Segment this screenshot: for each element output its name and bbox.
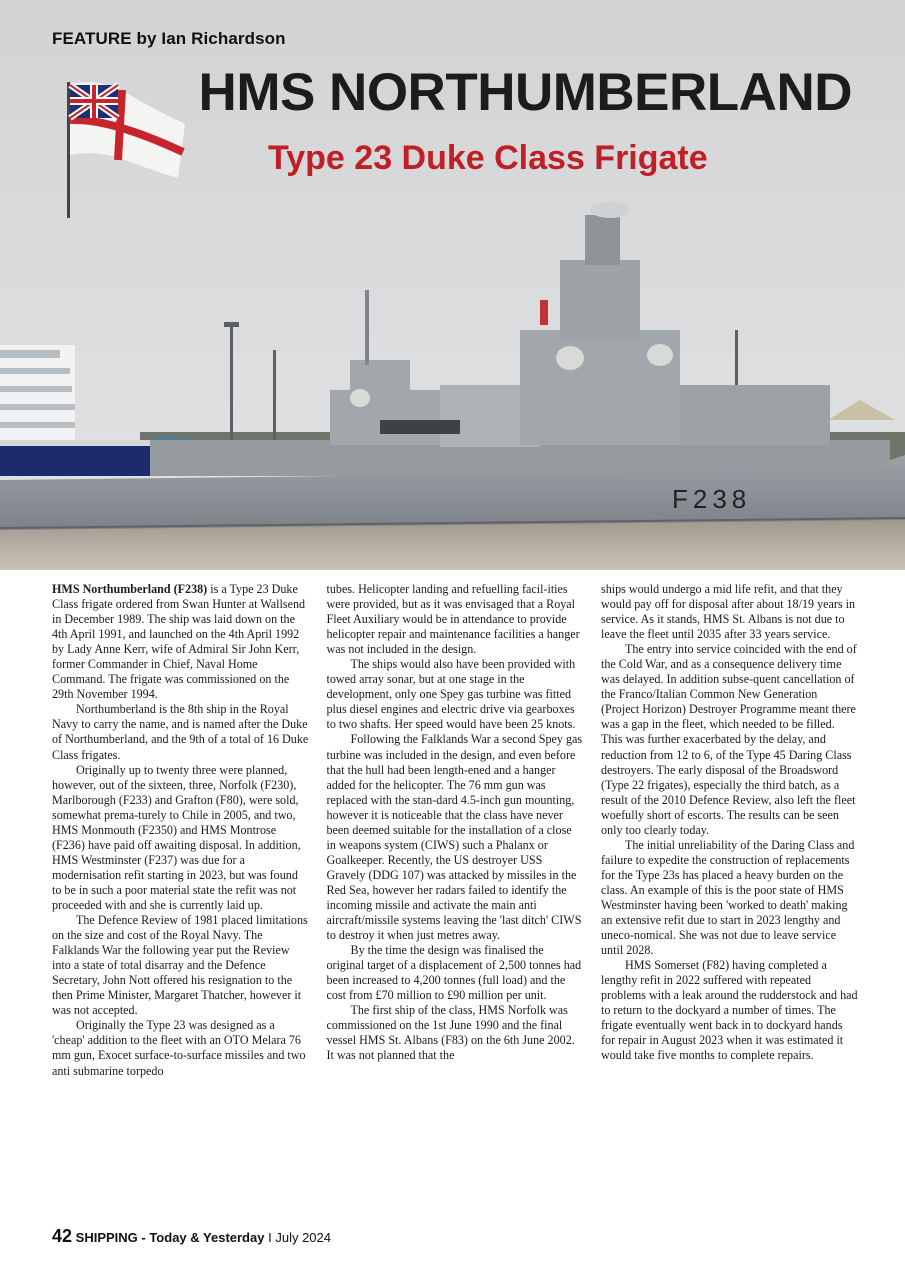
page-subtitle: Type 23 Duke Class Frigate: [268, 139, 708, 177]
article-paragraph: By the time the design was finalised the original target of a displacement of 2,500 tonnes had been increased to 4,200 tonnes (full load) and the cost from £70 million to £90 million per unit.: [326, 943, 582, 1003]
article-paragraph: HMS Northumberland (F238) is a Type 23 Duke Class frigate ordered from Swan Hunter at Wallsend in December 1989. The ship was laid down on the 4th April 1991, and launched on the 4th April 1992 by Lady Anne Kerr, wife of Admiral Sir John Kerr, former Commander in Chief, Naval Home Command. The frigate was commissioned on the 29th November 1994.: [52, 582, 306, 702]
footer-separator: I: [268, 1230, 272, 1245]
article-paragraph: Originally up to twenty three were planned, however, out of the sixteen, three, Norfolk (F230), Marlborough (F233) and Grafton (F80), were sold, somewhat prema-turely to Chile in 2005, and two, HMS Monmouth (F2350) and HMS Montrose (F236) have paid off awaiting disposal. In addition, HMS Westminster (F237) was due for a modernisation refit starting in 2023, but was found to be in such a poor material state the refit was not proceeded with and she is currently laid up.: [52, 762, 301, 912]
article-paragraph: The ships would also have been provided with towed array sonar, but at one stage in the development, only one Spey gas turbine was fitted plus diesel engines and electric drive via gearboxes to two shafts. Her speed would have been 25 knots.: [326, 657, 576, 732]
page-title: HMS NORTHUMBERLAND: [198, 63, 852, 122]
hull-number: F238: [672, 484, 752, 514]
article-paragraph: ships would undergo a mid life refit, and that they would pay off for disposal after about 18/19 years in service. As it stands, HMS St. Albans is not due to leave the fleet until 2035 after 33 years service.: [601, 582, 856, 642]
article-paragraph: Originally the Type 23 was designed as a 'cheap' addition to the fleet with an OTO Melara 76 mm gun, Exocet surface-to-surface missiles and two anti submarine torpedo: [52, 1018, 306, 1078]
article-paragraph: tubes. Helicopter landing and refuelling facil-ities were provided, but as it was envisaged that a Royal Fleet Auxiliary would be in attendance to provide helicopter repair and maintenance facilities a hanger was not included in the design.: [326, 582, 580, 657]
article-paragraph: The entry into service coincided with the end of the Cold War, and as a consequence delivery time was delayed. In addition subse-quent cancellation of the Franco/Italian Common New Generation (Project Horizon) Destroyer Programme meant there was a gap in the fleet, which needed to be filled. This was further exacerbated by the delay, and reduction from 12 to 6, of the Type 45 Daring Class destroyers. The early disposal of the Broadsword (Type 22 frigates), especially the third batch, as a result of the 2010 Defence Review, also left the fleet woefully short of escorts. The results can be seen only too clearly today.: [601, 642, 857, 837]
article-body: [52, 582, 858, 1079]
page-number: 42: [52, 1226, 73, 1246]
page-footer: [52, 1226, 331, 1247]
article-paragraph: Northumberland is the 8th ship in the Royal Navy to carry the name, and is named after the Duke of Northumberland, and the 9th of a total of 16 Duke Class frigates.: [52, 702, 309, 762]
feature-byline: FEATURE by Ian Richardson: [52, 29, 286, 48]
article-paragraph: The Defence Review of 1981 placed limitations on the size and cost of the Royal Navy. The Falklands War the following year put the Review into a state of total disarray and the Defence Secretary, John Nott offered his resignation to the then Prime Minister, Margaret Thatcher, however it was not accepted.: [52, 913, 308, 1018]
issue-date: July 2024: [275, 1230, 331, 1245]
article-paragraph: The initial unreliability of the Daring Class and failure to expedite the construction of replacements for the Type 23s has placed a heavy burden on the class. An example of this is the poor state of HMS Westminster having been 'worked to death' making an extensive refit due to start in 2023 lengthy and uneco-nomical. She was not due to leave service until 2028.: [601, 837, 855, 958]
magazine-name: SHIPPING - Today & Yesterday: [75, 1230, 265, 1245]
article-paragraph: The first ship of the class, HMS Norfolk was commissioned on the 1st June 1990 and the final vessel HMS St. Albans (F83) on the 6th June 2002. It was not planned that the: [326, 1003, 575, 1063]
article-column-1: [52, 582, 309, 1079]
article-column-3: [601, 582, 858, 1079]
article-column-2: [327, 582, 584, 1079]
article-paragraph: Following the Falklands War a second Spey gas turbine was included in the design, and even before that the hull had been length-ened and a hanger added for the helicopter. The 76 mm gun was replaced with the stan-dard 4.5-inch gun mounting, however it is noticeable that the class have never been deemed suitable for the installation of a close in weapons system (CIWS) such a Phalanx or Goalkeeper. Recently, the US destroyer USS Gravely (DDG 107) was attacked by missiles in the Red Sea, however her radars failed to identify the incoming missile and activate the main anti aircraft/missile systems leaving the 'last ditch' CIWS to destroy it when just metres away.: [326, 732, 583, 943]
article-paragraph: HMS Somerset (F82) having completed a lengthy refit in 2022 suffered with repeated problems with a leak around the rudderstock and had to return to the dockyard a number of times. The frigate eventually went back in to dockyard hands for repair in August 2023 when it was estimated it would take five months to complete repairs.: [601, 958, 858, 1063]
lead-ship-name: HMS Northumberland (F238): [52, 582, 208, 596]
